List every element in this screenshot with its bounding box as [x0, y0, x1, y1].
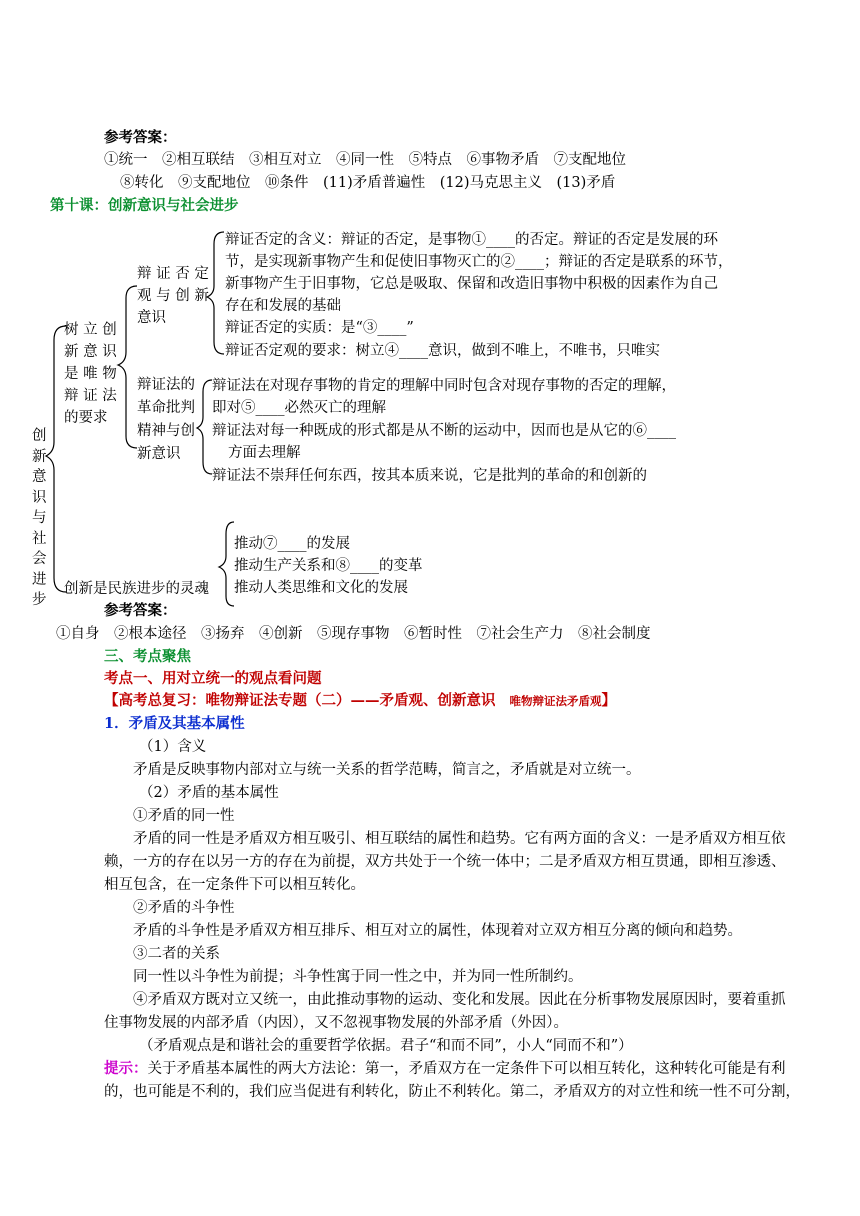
diagram-item: 方面去理解 — [228, 445, 301, 461]
diagram-item: 推动⑦____的发展 — [234, 536, 350, 552]
diagram-item: 推动生产关系和⑧____的变革 — [234, 558, 423, 574]
paragraph: 赖，一方的存在以另一方的存在为前提，双方共处于一个统一体中；二是矛盾双方相互贯通，即相互渗透、 — [104, 854, 786, 870]
paragraph: ①矛盾的同一性 — [133, 808, 235, 824]
lesson-title: 第十课：创新意识与社会进步 — [50, 197, 239, 214]
paragraph: ②矛盾的斗争性 — [133, 900, 235, 916]
section-title: 三、考点聚焦 — [104, 648, 191, 665]
diagram-item: 节，是实现新事物产生和促使旧事物灭亡的②____；辩证的否定是联系的环节， — [225, 254, 733, 270]
diagram-item: 辩证法对每一种既成的形式都是从不断的运动中，因而也是从它的⑥____ — [212, 423, 676, 439]
diagram-item: 辩证否定的含义：辩证的否定，是事物①____的否定。辩证的否定是发展的环 — [225, 232, 718, 248]
diagram-item: 即对⑤____必然灭亡的理解 — [212, 400, 386, 416]
point-title: 考点一、用对立统一的观点看问题 — [104, 670, 322, 687]
answers-heading: 参考答案： — [104, 129, 177, 146]
branch-2-label: 创新是民族进步的灵魂 — [64, 581, 209, 597]
paragraph: 住事物发展的内部矛盾（内因），又不忽视事物发展的外部矛盾（外因）。 — [104, 1015, 568, 1031]
diagram-item: 辩证否定观的要求：树立④____意识，做到不唯上，不唯书，只唯实 — [225, 343, 660, 359]
diagram-root-label: 创新意识与社会进步 — [32, 428, 47, 608]
answers-line: ⑧转化 ⑨支配地位 ⑩条件 (11)矛盾普遍性 (12)马克思主义 (13)矛盾 — [120, 175, 616, 191]
paragraph: ③二者的关系 — [133, 946, 220, 962]
diagram-item: 辩证否定的实质：是“③____” — [225, 320, 414, 336]
tip-paragraph: 的，也可能是不利的，我们应当促进有利转化，防止不利转化。第二，矛盾双方的对立性和统一性不可分割， — [104, 1084, 800, 1100]
paragraph: 同一性以斗争性为前提；斗争性寓于同一性之中，并为同一性所制约。 — [133, 969, 583, 985]
diagram-item: 新事物产生于旧事物，它总是吸取、保留和改造旧事物中积极的因素作为自己 — [225, 276, 718, 292]
diagram-item: 辩证法在对现存事物的肯定的理解中同时包含对现存事物的否定的理解， — [212, 378, 676, 394]
paragraph: 相互包含，在一定条件下可以相互转化。 — [104, 877, 365, 893]
paragraph: （矛盾观点是和谐社会的重要哲学依据。君子“和而不同”，小人“同而不和”） — [139, 1038, 633, 1054]
paragraph: 矛盾的同一性是矛盾双方相互吸引、相互联结的属性和趋势。它有两方面的含义：一是矛盾双方相互依 — [133, 831, 786, 847]
answers-line: ①统一 ②相互联结 ③相互对立 ④同一性 ⑤特点 ⑥事物矛盾 ⑦支配地位 — [104, 152, 626, 168]
answers-line: ①自身 ②根本途径 ③扬弃 ④创新 ⑤现存事物 ⑥暂时性 ⑦社会生产力 ⑧社会制度 — [56, 626, 651, 642]
diagram-item: 辩证法不崇拜任何东西，按其本质来说，它是批判的革命的和创新的 — [212, 468, 647, 484]
review-link[interactable]: 【高考总复习：唯物辩证法专题（二）——矛盾观、创新意识 唯物辩证法矛盾观】 — [104, 692, 616, 709]
paragraph: （2）矛盾的基本属性 — [139, 785, 279, 801]
paragraph: （1）含义 — [139, 739, 207, 755]
paragraph: 矛盾是反映事物内部对立与统一关系的哲学范畴，简言之，矛盾就是对立统一。 — [133, 762, 641, 778]
diagram-item: 推动人类思维和文化的发展 — [234, 580, 408, 596]
tip-label: 提示： — [104, 1060, 148, 1077]
paragraph: 矛盾的斗争性是矛盾双方相互排斥、相互对立的属性，体现着对立双方相互分离的倾向和趋势。 — [133, 923, 742, 939]
diagram-item: 存在和发展的基础 — [225, 298, 341, 314]
answers-heading: 参考答案： — [104, 602, 177, 619]
tip-paragraph: 提示：关于矛盾基本属性的两大方法论：第一，矛盾双方在一定条件下可以相互转化，这种转化可能是有利 — [104, 1060, 786, 1077]
heading-contradiction: 1．矛盾及其基本属性 — [104, 715, 245, 732]
paragraph: ④矛盾双方既对立又统一，由此推动事物的运动、变化和发展。因此在分析事物发展原因时，要着重抓 — [133, 992, 786, 1008]
